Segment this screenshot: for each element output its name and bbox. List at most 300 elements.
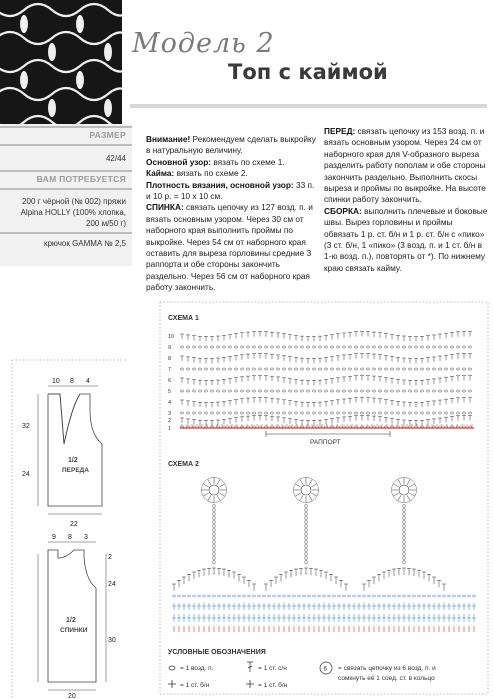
flower-petal — [204, 484, 209, 487]
stem-chain — [403, 512, 406, 515]
flower-petal — [398, 495, 401, 500]
stitch-symbol — [282, 400, 286, 405]
row-number: 9 — [168, 345, 172, 351]
row-number: 1 — [168, 426, 172, 432]
base-stitch — [312, 614, 316, 622]
flower-center — [301, 485, 311, 495]
stitch-symbol — [402, 420, 406, 425]
chain-symbol — [252, 346, 255, 348]
single-crochet-icon — [246, 680, 254, 688]
stem-chain — [213, 556, 216, 559]
base-stitch — [197, 603, 201, 610]
stitch-symbol — [462, 354, 466, 359]
stitch-symbol — [342, 377, 346, 382]
chain-symbol — [372, 346, 375, 348]
flower-petal — [208, 480, 211, 485]
chain-symbol — [312, 368, 315, 370]
base-stitch — [267, 614, 271, 622]
chain-symbol — [384, 346, 387, 348]
chain-symbol — [264, 368, 267, 370]
stitch-symbol — [336, 356, 340, 361]
stitch-symbol — [366, 354, 370, 359]
stem-chain — [213, 528, 216, 531]
base-stitch — [272, 603, 276, 610]
stitch-symbol — [234, 418, 238, 423]
garment-schematics — [8, 358, 126, 699]
stem-chain — [213, 560, 216, 563]
stitch-symbol — [306, 402, 310, 407]
chain-symbol — [276, 390, 279, 392]
scallop-stitch — [397, 568, 401, 575]
stem-chain — [213, 544, 216, 547]
chain-symbol — [192, 346, 195, 348]
yarn-line: 200 г чёрной (№ 002) пряжи — [22, 197, 126, 206]
chain-symbol — [330, 346, 333, 348]
scallop-stitch — [269, 580, 273, 587]
chain-symbol — [372, 390, 375, 392]
stitch-symbol — [222, 335, 226, 340]
base-chain — [458, 595, 461, 597]
stitch-symbol — [426, 402, 430, 407]
base-stitch — [342, 614, 346, 622]
chain-symbol — [414, 346, 417, 348]
chain-symbol — [372, 412, 375, 414]
base-stitch — [362, 603, 366, 610]
stem-chain — [403, 504, 406, 507]
base-chain — [208, 595, 211, 597]
stitch-symbol — [330, 357, 334, 362]
chain-symbol — [402, 346, 405, 348]
base-chain — [328, 595, 331, 597]
base-stitch — [452, 614, 456, 622]
stitch-symbol — [396, 401, 400, 406]
base-chain — [228, 595, 231, 597]
scallop-stitch — [417, 570, 421, 577]
base-stitch — [302, 614, 306, 622]
base-stitch — [457, 603, 461, 610]
stitch-symbol — [180, 418, 184, 423]
base-stitch — [197, 614, 201, 622]
flower-petal — [409, 484, 414, 487]
front-label-half: 1/2 — [68, 457, 78, 464]
base-stitch — [422, 614, 426, 622]
chain-symbol — [324, 368, 327, 370]
flower-petal — [296, 484, 301, 487]
stitch-symbol — [426, 380, 430, 385]
base-stitch — [217, 603, 221, 610]
chain-symbol — [288, 368, 291, 370]
chain-symbol — [384, 412, 387, 414]
base-chain — [413, 595, 416, 597]
stitch-symbol — [186, 419, 190, 424]
base-chain — [288, 595, 291, 597]
chain-symbol — [258, 368, 261, 370]
base-stitch — [382, 614, 386, 622]
base-stitch — [182, 614, 186, 622]
stitch-symbol — [312, 420, 316, 425]
chain-symbol — [264, 390, 267, 392]
back-dim-top-2: 8 — [68, 534, 72, 541]
chain-symbol — [246, 390, 249, 392]
chain-symbol — [198, 368, 201, 370]
chain-symbol — [354, 346, 357, 348]
stem-chain — [305, 556, 308, 559]
flower-petal — [208, 495, 211, 500]
base-stitch — [447, 603, 451, 610]
row-number: 2 — [168, 418, 172, 424]
stem-chain — [213, 508, 216, 511]
row-number: 8 — [168, 356, 172, 362]
stitch-symbol — [354, 398, 358, 403]
scallop-stitch — [309, 568, 313, 575]
stitch-symbol — [444, 399, 448, 404]
chain-symbol — [222, 390, 225, 392]
base-chain — [428, 595, 431, 597]
stitch-symbol — [354, 376, 358, 381]
stitch-symbol — [408, 420, 412, 425]
stitch-symbol — [192, 420, 196, 425]
chain-symbol — [336, 368, 339, 370]
stitch-symbol — [396, 335, 400, 340]
chain-symbol — [282, 368, 285, 370]
chain-symbol — [414, 390, 417, 392]
scallop-stitch — [252, 584, 256, 591]
base-stitch — [387, 614, 391, 622]
base-chain — [383, 595, 386, 597]
scheme1-row-numbers — [168, 334, 174, 432]
stitch-symbol — [360, 416, 364, 421]
base-stitch — [352, 614, 356, 622]
attention-paragraph — [146, 134, 316, 157]
stitch-symbol — [270, 376, 274, 381]
stitch-symbol — [354, 332, 358, 337]
stitch-symbol — [342, 399, 346, 404]
base-chain — [203, 595, 206, 597]
stitch-symbol — [324, 420, 328, 425]
base-stitch — [262, 603, 266, 610]
flower-petal — [217, 480, 220, 485]
assembly-label: СБОРКА: — [324, 205, 362, 216]
chain-symbol — [312, 346, 315, 348]
stem-chain — [403, 548, 406, 551]
base-stitch — [187, 614, 191, 622]
base-stitch — [352, 603, 356, 610]
stitch-symbol — [372, 416, 376, 421]
chain-symbol — [348, 412, 351, 414]
scallop-stitch — [387, 570, 391, 577]
base-chain — [223, 595, 226, 597]
stitch-symbol — [282, 418, 286, 423]
legend-sc — [168, 680, 288, 689]
chain-symbol — [204, 390, 207, 392]
flower-petal — [219, 493, 224, 496]
stitch-symbol — [204, 420, 208, 425]
stem-chain — [213, 548, 216, 551]
stitch-symbol — [246, 354, 250, 359]
base-stitch — [247, 603, 251, 610]
stem-chain — [305, 516, 308, 519]
stitch-symbol — [414, 402, 418, 407]
base-stitch — [172, 603, 176, 610]
stitch-symbol — [324, 336, 328, 341]
stitch-symbol — [414, 358, 418, 363]
chain-symbol — [390, 368, 393, 370]
chain-symbol — [366, 390, 369, 392]
stitch-symbol — [306, 336, 310, 341]
stitch-symbol — [216, 402, 220, 407]
stem-chain — [305, 540, 308, 543]
chain-stitch-icon — [169, 666, 175, 670]
stitch-symbol — [438, 378, 442, 383]
chain-symbol — [210, 368, 213, 370]
back-schematic — [38, 534, 116, 699]
chain-symbol — [318, 346, 321, 348]
scallop-stitch — [222, 569, 226, 576]
stitch-symbol — [336, 334, 340, 339]
stitch-symbol — [402, 358, 406, 363]
base-stitch — [247, 614, 251, 622]
base-chain — [283, 595, 286, 597]
stitch-symbol — [426, 420, 430, 425]
chain-symbol — [372, 368, 375, 370]
scallop-stitch — [367, 580, 371, 587]
base-stitch — [277, 614, 281, 622]
chain-symbol — [378, 390, 381, 392]
base-stitch — [462, 603, 466, 610]
base-chain — [318, 595, 321, 597]
chain-symbol — [270, 412, 273, 414]
scallop-stitch — [212, 568, 216, 575]
base-stitch — [367, 603, 371, 610]
chain-symbol — [252, 390, 255, 392]
base-stitch — [202, 603, 206, 610]
chain-symbol — [408, 412, 411, 414]
base-chain — [188, 595, 191, 597]
base-stitch — [347, 603, 351, 610]
scallop-stitch — [217, 568, 221, 575]
scheme2-title: СХЕМА 2 — [168, 461, 199, 468]
base-stitch — [212, 603, 216, 610]
flower-petal — [217, 495, 220, 500]
stitch-symbol — [456, 354, 460, 359]
scallop-stitch — [172, 584, 176, 591]
stitch-symbol — [390, 379, 394, 384]
flower-center — [209, 485, 219, 495]
flower-petal — [309, 495, 312, 500]
divider — [0, 126, 132, 128]
chain-symbol — [300, 368, 303, 370]
front-dim-top-1: 10 — [52, 378, 60, 385]
base-stitch — [467, 614, 471, 622]
back-paragraph — [146, 202, 316, 293]
base-chain — [378, 595, 381, 597]
divider — [0, 170, 132, 172]
scallop-stitch — [377, 574, 381, 581]
stitch-symbol — [318, 358, 322, 363]
stitch-symbol — [462, 398, 466, 403]
stem-chain — [305, 512, 308, 515]
scallop-stitch — [227, 570, 231, 577]
stitch-symbol — [384, 400, 388, 405]
front-schematic — [22, 378, 102, 528]
base-chain — [408, 595, 411, 597]
base-chain — [268, 595, 271, 597]
stitch-symbol — [414, 336, 418, 341]
chain-symbol — [234, 390, 237, 392]
stitch-symbol — [426, 358, 430, 363]
stitch-symbol — [282, 334, 286, 339]
base-stitch — [202, 614, 206, 622]
stitch-symbol — [252, 398, 256, 403]
stitch-symbol — [426, 336, 430, 341]
stitch-symbol — [288, 379, 292, 384]
base-stitch — [277, 603, 281, 610]
flower-petal — [309, 480, 312, 485]
chain-symbol — [252, 368, 255, 370]
base-stitch — [297, 614, 301, 622]
stitch-symbol — [324, 402, 328, 407]
base-stitch — [467, 603, 471, 610]
attention-label: Внимание! — [146, 134, 191, 144]
base-stitch — [437, 614, 441, 622]
chain-symbol — [228, 390, 231, 392]
chain-symbol — [222, 346, 225, 348]
chain-symbol — [468, 368, 471, 370]
chain-symbol — [390, 346, 393, 348]
chain-symbol — [270, 368, 273, 370]
chain-symbol — [462, 346, 465, 348]
scallop-stitch — [242, 577, 246, 584]
yarn-line: Alpina HOLLY (100% хлопка, — [20, 208, 126, 217]
stitch-symbol — [438, 400, 442, 405]
stem-chain — [403, 536, 406, 539]
flower-petal — [394, 493, 399, 496]
chain-symbol — [210, 346, 213, 348]
stitch-symbol — [234, 356, 238, 361]
base-chain — [363, 595, 366, 597]
stitch-symbol — [372, 354, 376, 359]
base-chain — [353, 595, 356, 597]
stitch-symbol — [240, 377, 244, 382]
base-stitch — [212, 614, 216, 622]
stitch-symbol — [360, 376, 364, 381]
scallop-stitch — [279, 574, 283, 581]
base-stitch — [297, 603, 301, 610]
stem-chain — [403, 520, 406, 523]
scallop-stitch — [274, 577, 278, 584]
chain-symbol — [228, 412, 231, 414]
base-stitch — [207, 614, 211, 622]
chain-symbol — [180, 412, 183, 414]
chain-symbol — [450, 368, 453, 370]
stitch-symbol — [210, 358, 214, 363]
stitch-symbol — [300, 380, 304, 385]
density-label: Плотность вязания, основной узор: — [146, 179, 294, 190]
stitch-symbol — [240, 333, 244, 338]
base-chain — [273, 595, 276, 597]
stem-chain — [213, 504, 216, 507]
chain-symbol — [186, 368, 189, 370]
chain-symbol — [180, 390, 183, 392]
stitch-symbol — [216, 420, 220, 425]
legend-ring — [320, 662, 436, 682]
stitch-symbol — [468, 416, 472, 421]
stitch-symbol — [204, 336, 208, 341]
base-stitch — [377, 603, 381, 610]
stem-chain — [403, 544, 406, 547]
base-stitch — [372, 603, 376, 610]
stem-chain — [213, 552, 216, 555]
scallop-stitch — [392, 569, 396, 576]
back-label-name: СПИНКИ — [60, 627, 88, 634]
chain-symbol — [288, 412, 291, 414]
chain-symbol — [450, 412, 453, 414]
chain-symbol — [396, 390, 399, 392]
chain-symbol — [432, 390, 435, 392]
base-stitch — [337, 614, 341, 622]
stitch-symbol — [246, 376, 250, 381]
stitch-symbol — [264, 354, 268, 359]
chain-symbol — [456, 368, 459, 370]
scallop-stitch — [334, 577, 338, 584]
chain-symbol — [204, 346, 207, 348]
stitch-symbol — [288, 357, 292, 362]
base-stitch — [417, 603, 421, 610]
stitch-symbol — [402, 336, 406, 341]
chain-symbol — [228, 346, 231, 348]
stitch-symbol — [204, 402, 208, 407]
chain-symbol — [468, 346, 471, 348]
base-chain — [393, 595, 396, 597]
base-stitch — [287, 603, 291, 610]
stitch-symbol — [216, 358, 220, 363]
base-stitch — [172, 614, 176, 622]
stem-chain — [403, 552, 406, 555]
scallop-stitch — [372, 577, 376, 584]
base-chain — [173, 595, 176, 597]
base-stitch — [207, 603, 211, 610]
stitch-symbol — [444, 417, 448, 422]
chain-symbol — [240, 368, 243, 370]
base-stitch — [462, 614, 466, 622]
stitch-symbol — [366, 398, 370, 403]
base-chain — [373, 595, 376, 597]
stitch-symbol — [288, 401, 292, 406]
base-stitch — [222, 614, 226, 622]
chain-symbol — [234, 346, 237, 348]
flower-petal — [407, 495, 410, 500]
chain-symbol — [324, 346, 327, 348]
divider — [0, 144, 132, 146]
base-chain — [443, 595, 446, 597]
base-chain — [218, 595, 221, 597]
stitch-symbol — [360, 398, 364, 403]
stitch-symbol — [372, 398, 376, 403]
stitch-symbol — [222, 357, 226, 362]
stem-chain — [305, 520, 308, 523]
scallop-stitch — [247, 580, 251, 587]
base-stitch — [232, 603, 236, 610]
chain-symbol — [426, 412, 429, 414]
scallop-stitch — [402, 568, 406, 575]
chain-symbol — [306, 390, 309, 392]
chain-symbol — [312, 390, 315, 392]
base-stitch — [177, 603, 181, 610]
stitch-symbol — [384, 334, 388, 339]
instructions-column-2 — [324, 126, 489, 274]
base-chain — [343, 595, 346, 597]
legend-ring-text-1: = связать цепочку из 6 возд. п. и — [338, 665, 436, 672]
